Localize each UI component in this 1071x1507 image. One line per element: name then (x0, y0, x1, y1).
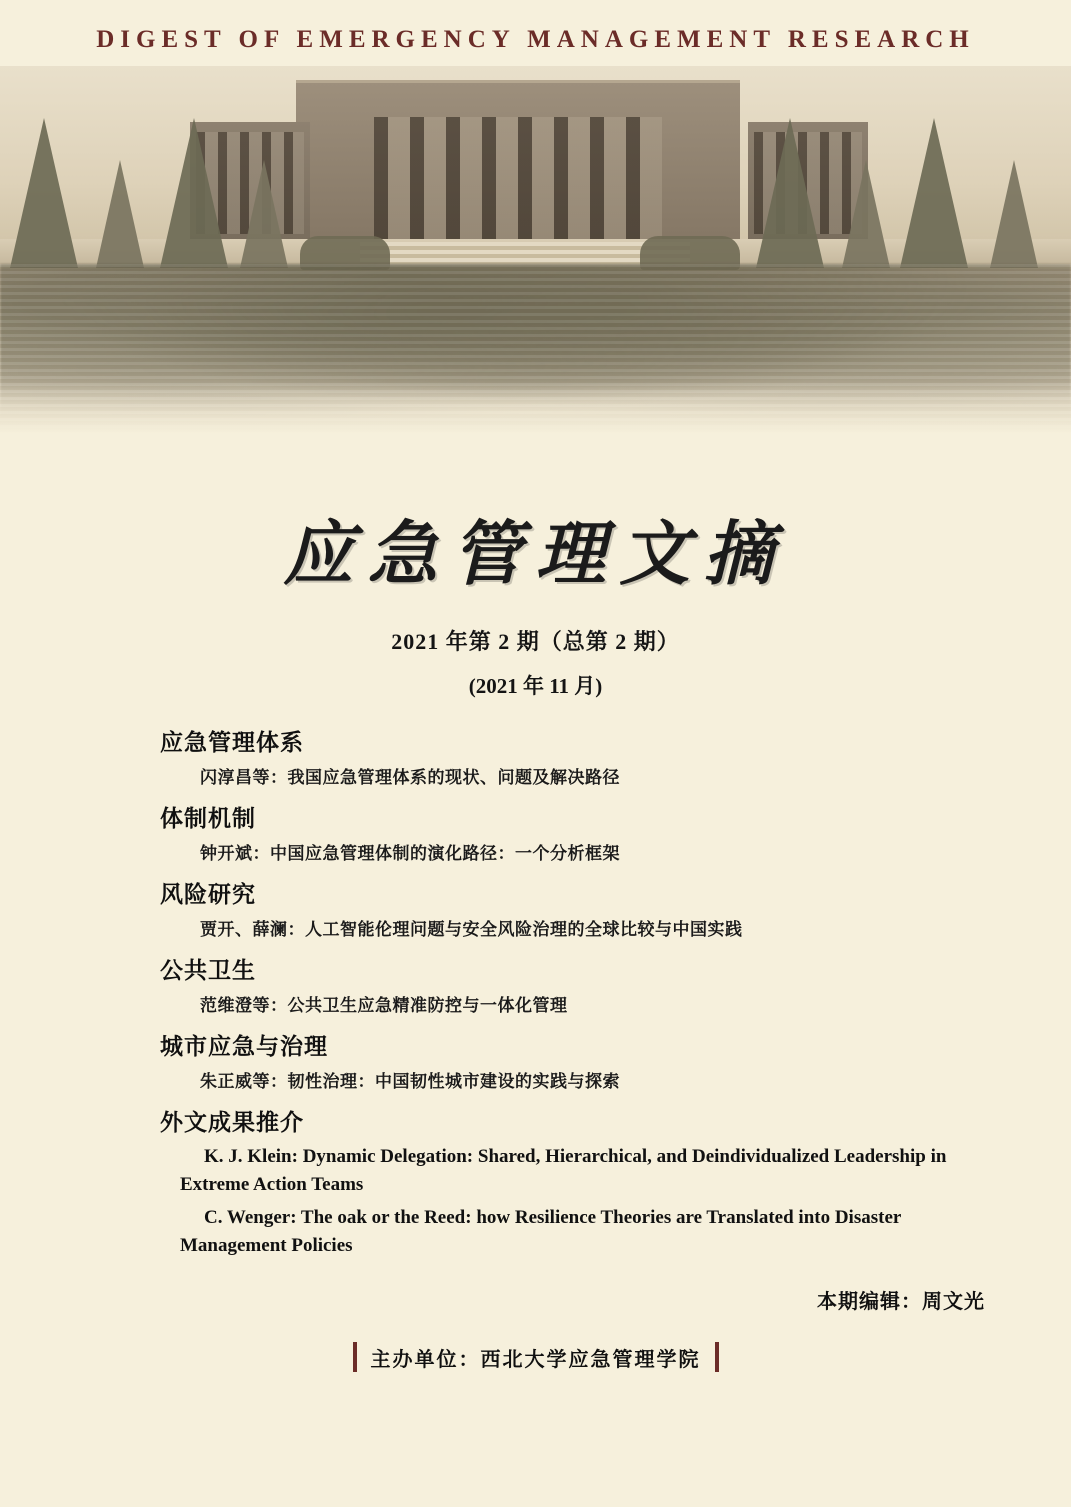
tree-icon (240, 160, 288, 268)
toc-entry[interactable]: K. J. Klein: Dynamic Delegation: Shared, Hierarchical, and Deindividualized Leadership in Extreme Action Teams (180, 1146, 947, 1195)
toc-section (100, 1028, 1007, 1092)
tree-icon (900, 118, 968, 268)
toc-section (100, 876, 1007, 940)
issue-number: 2021 年第 2 期（总第 2 期） (391, 629, 680, 654)
tree-icon (990, 160, 1038, 268)
toc-section (100, 800, 1007, 864)
english-title: DIGEST OF EMERGENCY MANAGEMENT RESEARCH (96, 26, 975, 53)
english-header (0, 0, 1071, 66)
toc-entry[interactable]: 钟开斌：中国应急管理体制的演化路径：一个分析框架 (200, 844, 620, 864)
library-building (296, 80, 740, 243)
toc-section-heading: 外文成果推介 (160, 1110, 304, 1136)
issue-editor: 本期编辑：周文光 (817, 1289, 985, 1314)
tree-icon (160, 118, 228, 268)
toc-section-heading: 体制机制 (160, 806, 256, 832)
tree-icon (96, 160, 144, 268)
toc-entry[interactable]: C. Wenger: The oak or the Reed: how Resilience Theories are Translated into Disaster Management Policies (180, 1207, 901, 1256)
toc-section-heading: 风险研究 (160, 882, 256, 908)
toc-section-foreign (100, 1104, 1007, 1259)
issue-date: (2021 年 11 月) (468, 674, 603, 698)
toc-section (100, 952, 1007, 1016)
publisher-left-rule (353, 1342, 357, 1372)
toc-entry[interactable]: 闪淳昌等：我国应急管理体系的现状、问题及解决路径 (200, 768, 620, 788)
photo-bottom-fade (0, 382, 1071, 438)
cover-photo (0, 66, 1071, 438)
toc-section-heading: 公共卫生 (160, 958, 256, 984)
toc-entry[interactable]: 朱正威等：韧性治理：中国韧性城市建设的实践与探索 (200, 1072, 620, 1092)
journal-title: 应急管理文摘 (283, 512, 788, 595)
toc-entry[interactable]: 贾开、薛澜：人工智能伦理问题与安全风险治理的全球比较与中国实践 (200, 920, 743, 940)
table-of-contents (0, 724, 1071, 1259)
toc-section-heading: 应急管理体系 (160, 730, 304, 756)
toc-section (100, 724, 1007, 788)
tree-icon (10, 118, 78, 268)
tree-icon (842, 160, 890, 268)
masthead (0, 498, 1071, 599)
publisher-block (0, 1342, 1071, 1372)
publisher-right-rule (715, 1342, 719, 1372)
publisher-name: 主办单位：西北大学应急管理学院 (370, 1346, 701, 1371)
toc-entry[interactable]: 范维澄等：公共卫生应急精准防控与一体化管理 (200, 996, 568, 1016)
tree-icon (756, 118, 824, 268)
toc-section-heading: 城市应急与治理 (160, 1034, 328, 1060)
